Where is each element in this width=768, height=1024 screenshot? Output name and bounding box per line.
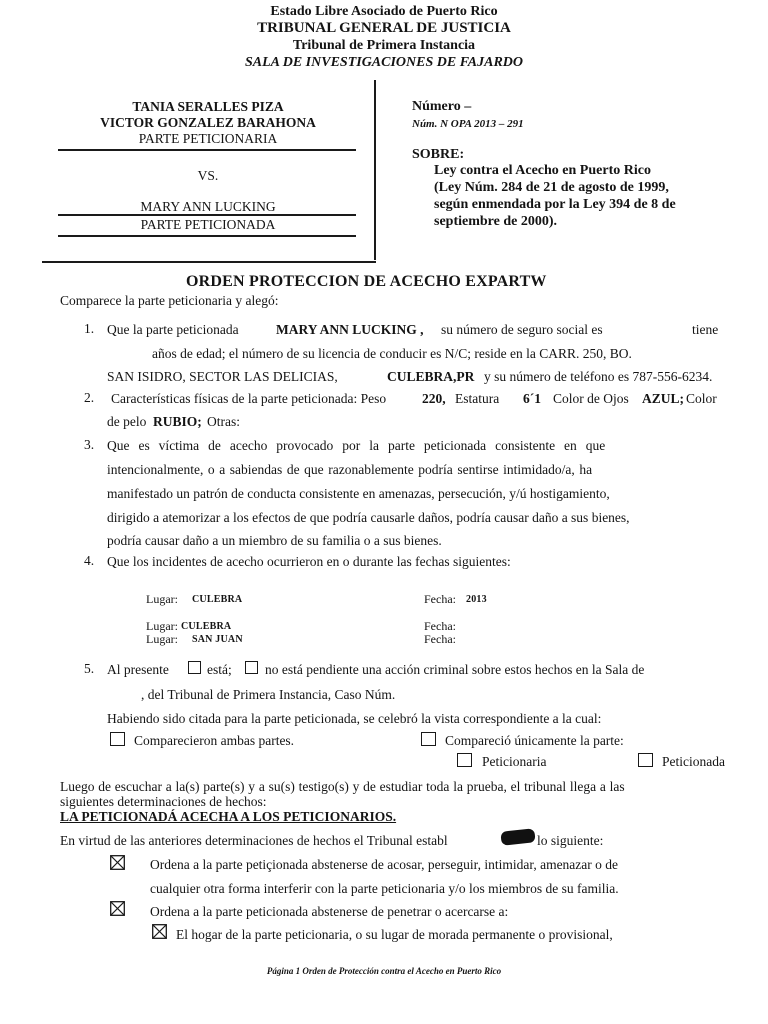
- item-2-weight: 220,: [422, 391, 446, 406]
- item-2-line-2-a: de pelo: [107, 414, 147, 429]
- esta-checkbox[interactable]: [188, 661, 201, 674]
- header-instance: Tribunal de Primera Instancia: [292, 38, 476, 53]
- item-2-eyes: AZUL;: [642, 391, 685, 406]
- item-3-line-3: manifestado un patrón de conducta consistente en amenazas, persecución, y/ú hostigamiento,: [107, 486, 610, 501]
- order-2-text: Ordena a la parte peticionada abstenerse de penetrar o acercarse a:: [150, 904, 509, 919]
- sobre-label: SOBRE:: [412, 147, 465, 162]
- header-court: TRIBUNAL GENERAL DE JUSTICIA: [257, 20, 511, 36]
- item-5-number: 5.: [84, 661, 95, 676]
- item-1-text-c: tiene: [692, 322, 719, 337]
- incident-1-lugar: CULEBRA: [192, 594, 243, 605]
- vista-text: Habiendo sido citada para la parte peticionada, se celebró la vista correspondiente a la cual:: [107, 711, 602, 726]
- divider-respondent-bottom: [58, 235, 356, 237]
- item-2-line-2-b: Otras:: [207, 414, 240, 429]
- peticionaria-checkbox[interactable]: [457, 753, 472, 767]
- incident-3-lugar-label: Lugar:: [146, 632, 178, 646]
- determination: LA PETICIONADÁ ACECHA A LOS PETICIONARIOS.: [60, 809, 397, 824]
- numero-value: Núm. N OPA 2013 – 291: [412, 118, 524, 130]
- intro-text: Comparece la parte peticionaria y alegó:: [60, 293, 279, 308]
- incident-2-lugar-label: Lugar:: [146, 619, 178, 633]
- order-3-text: El hogar de la parte peticionaria, o su lugar de morada permanente o provisional,: [176, 927, 613, 942]
- petitioner-label: PARTE PETICIONARIA: [138, 131, 278, 146]
- header-sala: SALA DE INVESTIGACIONES DE FAJARDO: [244, 55, 524, 70]
- sobre-line-3: según enmendada por la Ley 394 de 8 de: [434, 197, 676, 212]
- order-1-checked-icon[interactable]: [110, 855, 125, 870]
- item-2-text-c: Color de Ojos: [553, 391, 629, 406]
- item-2-text-d: Color: [686, 391, 717, 406]
- incident-3-fecha-label: Fecha:: [424, 632, 456, 646]
- respondent-label: PARTE PETICIONADA: [140, 217, 276, 232]
- order-2-checked-icon[interactable]: [110, 901, 125, 916]
- divider-respondent-top: [58, 214, 356, 216]
- vs-label: VS.: [197, 168, 219, 183]
- item-3-line-2: intencionalmente, o a sabiendas de que razonablemente podría sentirse intimidado/a, ha: [107, 462, 593, 477]
- virtud-text: En virtud de las anteriores determinaciones de hechos el Tribunal establ: [60, 833, 448, 848]
- incident-1-fecha: 2013: [466, 594, 487, 605]
- peticionada-checkbox[interactable]: [638, 753, 653, 767]
- header-state: Estado Libre Asociado de Puerto Rico: [270, 4, 498, 19]
- order-1-line-2: cualquier otra forma interferir con la parte peticionaria y/o los miembros de su familia.: [150, 881, 619, 896]
- numero-label: Número –: [412, 99, 472, 114]
- item-4-number: 4.: [84, 553, 95, 568]
- item-1-number: 1.: [84, 321, 95, 336]
- item-2-hair: RUBIO;: [153, 414, 202, 429]
- item-1-city: CULEBRA,PR: [387, 369, 475, 384]
- item-4-text: Que los incidentes de acecho ocurrieron en o durante las fechas siguientes:: [107, 554, 511, 569]
- item-1-line-3-a: SAN ISIDRO, SECTOR LAS DELICIAS,: [107, 369, 338, 384]
- vertical-divider: [374, 80, 376, 260]
- item-3-line-4: dirigido a atemorizar a los efectos de que podría causarle daños, podría causar daño a sus bienes,: [107, 510, 630, 525]
- incident-2-lugar: CULEBRA: [181, 621, 232, 632]
- item-1-text-a: Que la parte peticionada: [107, 322, 239, 337]
- divider-petitioner: [58, 149, 356, 151]
- incident-1-lugar-label: Lugar:: [146, 592, 178, 606]
- findings-line-1: Luego de escuchar a la(s) parte(s) y a su(s) testigo(s) y de estudiar toda la prueba, el tribunal llega a las: [60, 779, 625, 794]
- document-title: ORDEN PROTECCION DE ACECHO EXPARTW: [186, 273, 547, 290]
- petitioner-2: VICTOR GONZALEZ BARAHONA: [100, 115, 316, 130]
- ink-smudge: [500, 828, 535, 845]
- order-1-line-1: Ordena a la parte petiçionada abstenerse de acosar, perseguir, intimidar, amenazar o de: [150, 857, 619, 872]
- peticionada-label: Peticionada: [662, 754, 725, 769]
- no-esta-text: no está pendiente una acción criminal sobre estos hechos en la Sala de: [265, 662, 645, 677]
- item-1-respondent-name: MARY ANN LUCKING ,: [276, 322, 424, 337]
- no-esta-checkbox[interactable]: [245, 661, 258, 674]
- item-3-line-1: Que es víctima de acecho provocado por la parte peticionada consistente en que: [107, 438, 606, 453]
- unica-parte-label: Compareció únicamente la parte:: [445, 733, 624, 748]
- page-footer: Página 1 Orden de Protección contra el Acecho en Puerto Rico: [266, 966, 502, 976]
- petitioner-1: TANIA SERALLES PIZA: [132, 99, 284, 114]
- virtud-text-end: lo siguiente:: [537, 833, 604, 848]
- ambas-partes-label: Comparecieron ambas partes.: [134, 733, 295, 748]
- unica-parte-checkbox[interactable]: [421, 732, 436, 746]
- item-2-text-a: Características físicas de la parte peticionada: Peso: [111, 391, 387, 406]
- item-1-text-b: su número de seguro social es: [441, 322, 603, 337]
- ambas-partes-checkbox[interactable]: [110, 732, 125, 746]
- item-2-height: 6´1: [523, 391, 541, 406]
- item-1-phone: y su número de teléfono es 787-556-6234.: [484, 369, 713, 384]
- incident-3-lugar: SAN JUAN: [192, 634, 243, 645]
- sobre-line-2: (Ley Núm. 284 de 21 de agosto de 1999,: [434, 180, 669, 195]
- item-2-text-b: Estatura: [455, 391, 500, 406]
- item-3-line-5: podría causar daño a un miembro de su familia o a sus bienes.: [107, 533, 442, 548]
- item-1-line-2: años de edad; el número de su licencia de conducir es N/C; reside en la CARR. 250, BO.: [152, 346, 632, 361]
- divider-bottom: [42, 261, 376, 263]
- item-5-text-a: Al presente: [107, 662, 169, 677]
- order-3-checked-icon[interactable]: [152, 924, 167, 939]
- sobre-line-1: Ley contra el Acecho en Puerto Rico: [434, 163, 651, 178]
- incident-2-fecha-label: Fecha:: [424, 619, 456, 633]
- item-3-number: 3.: [84, 437, 95, 452]
- item-5-line-2: , del Tribunal de Primera Instancia, Caso Núm.: [141, 687, 396, 702]
- respondent-name: MARY ANN LUCKING: [140, 199, 276, 214]
- findings-line-2: siguientes determinaciones de hechos:: [60, 794, 267, 809]
- item-2-number: 2.: [84, 390, 95, 405]
- peticionaria-label: Peticionaria: [482, 754, 547, 769]
- sobre-line-4: septiembre de 2000).: [434, 214, 557, 229]
- incident-1-fecha-label: Fecha:: [424, 592, 456, 606]
- esta-label: está;: [207, 662, 232, 677]
